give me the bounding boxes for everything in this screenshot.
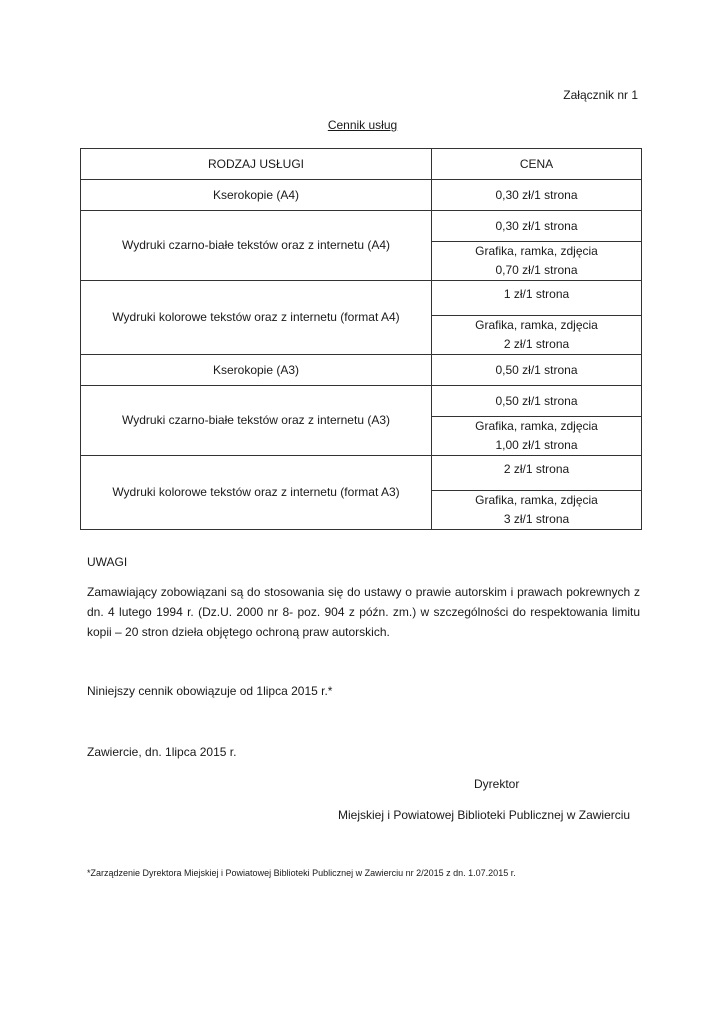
price-graphics-label: Grafika, ramka, zdjęcia xyxy=(475,419,598,433)
price-graphics-value: 1,00 zł/1 strona xyxy=(495,438,578,452)
signature-title: Dyrektor xyxy=(474,777,520,791)
table-row xyxy=(81,211,642,242)
footnote: *Zarządzenie Dyrektora Miejskiej i Powiatowej Biblioteki Publicznej w Zawierciu nr 2/2015 z dn. 1.07.2015 r. xyxy=(87,868,516,878)
page-title: Cennik usług xyxy=(327,118,398,132)
price-graphics-label: Grafika, ramka, zdjęcia xyxy=(475,244,598,258)
price-table xyxy=(80,148,642,530)
price-graphics-label: Grafika, ramka, zdjęcia xyxy=(475,493,598,507)
price-graphics-value: 3 zł/1 strona xyxy=(503,512,570,526)
price-graphics-value: 0,70 zł/1 strona xyxy=(495,263,578,277)
attachment-label: Załącznik nr 1 xyxy=(563,88,638,102)
price-graphics-cell xyxy=(432,417,642,456)
service-cell: Wydruki czarno-białe tekstów oraz z internetu (A4) xyxy=(81,211,432,281)
service-cell: Wydruki kolorowe tekstów oraz z internetu (format A3) xyxy=(81,456,432,530)
price-cell: 0,50 zł/1 strona xyxy=(432,355,642,386)
validity-statement: Niniejszy cennik obowiązuje od 1lipca 2015 r.* xyxy=(87,684,333,698)
price-graphics-label: Grafika, ramka, zdjęcia xyxy=(475,318,598,332)
table-row xyxy=(81,456,642,491)
table-row xyxy=(81,355,642,386)
service-cell: Wydruki czarno-białe tekstów oraz z internetu (A3) xyxy=(81,386,432,456)
price-graphics-cell xyxy=(432,491,642,530)
table-row xyxy=(81,386,642,417)
price-graphics-cell xyxy=(432,316,642,355)
price-cell: 0,50 zł/1 strona xyxy=(432,386,642,417)
notes-paragraph: Zamawiający zobowiązani są do stosowania się do ustawy o prawie autorskim i prawach pokrewnych z dn. 4 lutego 1994 r. (Dz.U. 2000 nr 8- poz. 904 z późn. zm.) w szczególności do respektowania limitu kopii – 20 stron dzieła objętego ochroną praw autorskich. xyxy=(87,585,640,639)
column-header-service: RODZAJ USŁUGI xyxy=(81,149,432,180)
service-cell: Kserokopie (A3) xyxy=(81,355,432,386)
service-cell: Kserokopie (A4) xyxy=(81,180,432,211)
price-graphics-value: 2 zł/1 strona xyxy=(503,337,570,351)
price-cell: 2 zł/1 strona xyxy=(432,456,642,491)
price-cell: 0,30 zł/1 strona xyxy=(432,211,642,242)
service-cell: Wydruki kolorowe tekstów oraz z internetu (format A4) xyxy=(81,281,432,355)
notes-heading: UWAGI xyxy=(87,555,128,569)
table-header-row xyxy=(81,149,642,180)
table-row xyxy=(81,180,642,211)
place-and-date: Zawiercie, dn. 1lipca 2015 r. xyxy=(87,745,237,759)
price-cell: 1 zł/1 strona xyxy=(432,281,642,316)
table-row xyxy=(81,281,642,316)
price-graphics-cell xyxy=(432,242,642,281)
signature-organization: Miejskiej i Powiatowej Biblioteki Publicznej w Zawierciu xyxy=(338,808,631,822)
price-cell: 0,30 zł/1 strona xyxy=(432,180,642,211)
column-header-price: CENA xyxy=(432,149,642,180)
